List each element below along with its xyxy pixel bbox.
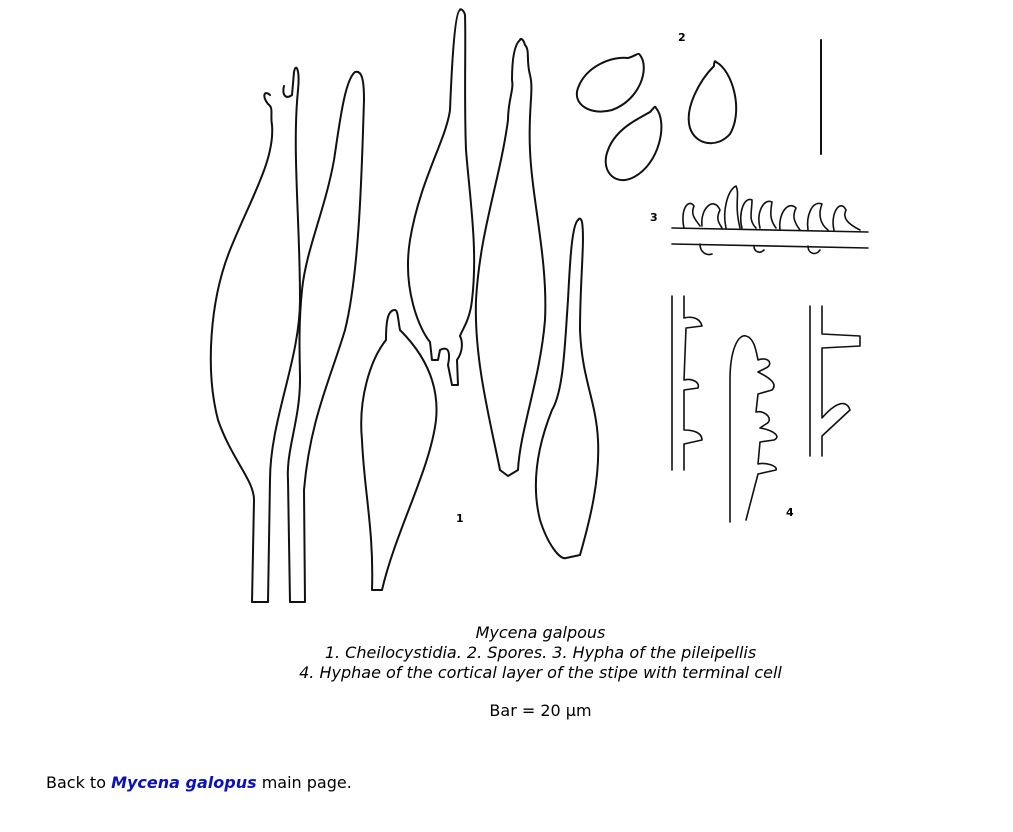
caption-line-2: 4. Hyphae of the cortical layer of the stipe with terminal cell — [299, 663, 782, 682]
species-main-page-link[interactable]: Mycena galopus — [111, 773, 257, 792]
back-navigation — [46, 773, 352, 792]
back-suffix: main page. — [256, 773, 352, 792]
micrograph-drawing — [200, 0, 890, 615]
figure-label-2: 2 — [678, 31, 686, 44]
spores-drawings — [577, 31, 821, 180]
figure-label-4: 4 — [786, 506, 794, 519]
scale-note: Bar = 20 µm — [489, 701, 592, 720]
pileipellis-drawing — [650, 186, 868, 255]
cheilocystidia-drawings — [211, 9, 598, 602]
figure-label-3: 3 — [650, 211, 658, 224]
figure-label-1: 1 — [456, 512, 464, 525]
stipe-hyphae-drawing — [672, 296, 860, 522]
caption-species: Mycena galpous — [475, 623, 606, 642]
figure-caption — [0, 623, 1013, 683]
back-prefix: Back to — [46, 773, 112, 792]
caption-line-1: 1. Cheilocystidia. 2. Spores. 3. Hypha of the pileipellis — [324, 643, 757, 662]
